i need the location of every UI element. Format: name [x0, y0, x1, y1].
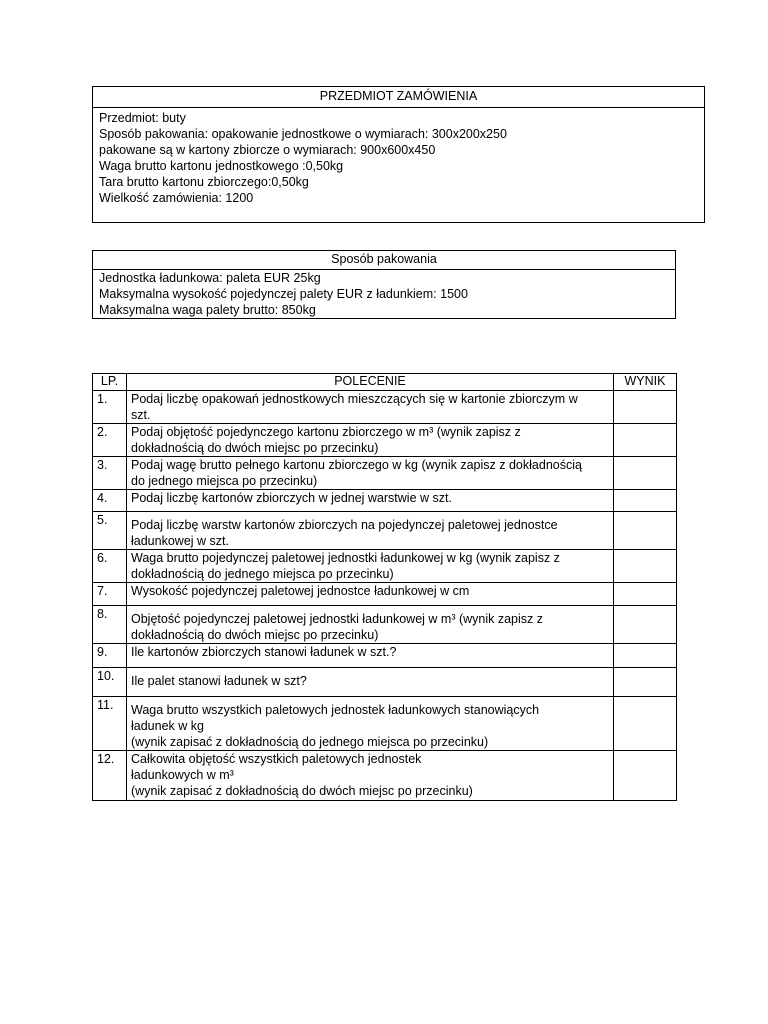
row-number: 5. — [93, 512, 127, 550]
order-title: PRZEDMIOT ZAMÓWIENIA — [93, 87, 704, 108]
task-text-line: Ile palet stanowi ładunek w szt? — [131, 674, 307, 688]
task-text — [127, 424, 614, 457]
task-text-line: Waga brutto pojedynczej paletowej jednostki ładunkowej w kg (wynik zapisz z — [131, 551, 560, 565]
result-cell[interactable] — [614, 490, 677, 512]
table-row — [93, 512, 677, 550]
result-cell[interactable] — [614, 550, 677, 583]
task-text-line: (wynik zapisać z dokładnością do jednego miejsca po przecinku) — [131, 735, 489, 749]
result-cell[interactable] — [614, 424, 677, 457]
task-text — [127, 550, 614, 583]
task-text-line: Waga brutto wszystkich paletowych jednostek ładunkowych stanowiących — [131, 703, 540, 717]
task-text — [127, 490, 614, 512]
order-details — [93, 108, 704, 208]
result-cell[interactable] — [614, 697, 677, 751]
task-text-line: Podaj liczbę opakowań jednostkowych mieszczących się w kartonie zbiorczym w — [131, 392, 578, 406]
result-cell[interactable] — [614, 391, 677, 424]
task-text-line: szt. — [131, 408, 151, 422]
packing-section — [92, 250, 676, 319]
order-line: pakowane są w kartony zbiorcze o wymiarach: 900x600x450 — [99, 143, 436, 157]
task-text-line: Podaj liczbę kartonów zbiorczych w jednej warstwie w szt. — [131, 491, 452, 505]
table-row — [93, 644, 677, 668]
task-text — [127, 606, 614, 644]
order-line: Waga brutto kartonu jednostkowego :0,50kg — [99, 159, 344, 173]
task-text-line: dokładnością do jednego miejsca po przecinku) — [131, 567, 394, 581]
row-number: 7. — [93, 583, 127, 606]
packing-title: Sposób pakowania — [93, 251, 675, 270]
task-text-line: Całkowita objętość wszystkich paletowych jednostek — [131, 752, 422, 766]
result-cell[interactable] — [614, 644, 677, 668]
task-text — [127, 391, 614, 424]
task-text-line: Podaj liczbę warstw kartonów zbiorczych na pojedynczej paletowej jednostce — [131, 518, 558, 532]
result-cell[interactable] — [614, 457, 677, 490]
task-text-line: ładunkowych w m³ — [131, 768, 234, 782]
table-row — [93, 457, 677, 490]
table-row — [93, 583, 677, 606]
order-line: Wielkość zamówienia: 1200 — [99, 191, 254, 205]
task-text — [127, 583, 614, 606]
table-row — [93, 391, 677, 424]
order-line: Przedmiot: buty — [99, 111, 186, 125]
task-text — [127, 644, 614, 668]
header-task: POLECENIE — [127, 374, 614, 391]
task-text-line: ładunek w kg — [131, 719, 204, 733]
tasks-table — [92, 373, 677, 801]
row-number: 8. — [93, 606, 127, 644]
result-cell[interactable] — [614, 668, 677, 697]
packing-line: Maksymalna wysokość pojedynczej palety EUR z ładunkiem: 1500 — [99, 287, 468, 301]
task-text-line: Wysokość pojedynczej paletowej jednostce ładunkowej w cm — [131, 584, 470, 598]
row-number: 10. — [93, 668, 127, 697]
task-text-line: Objętość pojedynczej paletowej jednostki ładunkowej w m³ (wynik zapisz z — [131, 612, 543, 626]
header-result: WYNIK — [614, 374, 677, 391]
order-section — [92, 86, 705, 223]
task-text-line: do jednego miejsca po przecinku) — [131, 474, 318, 488]
row-number: 12. — [93, 751, 127, 801]
table-row — [93, 606, 677, 644]
row-number: 11. — [93, 697, 127, 751]
task-text — [127, 512, 614, 550]
task-text-line: (wynik zapisać z dokładnością do dwóch miejsc po przecinku) — [131, 784, 473, 798]
task-text-line: dokładnością do dwóch miejsc po przecinku) — [131, 628, 379, 642]
row-number: 6. — [93, 550, 127, 583]
task-text — [127, 697, 614, 751]
order-line: Tara brutto kartonu zbiorczego:0,50kg — [99, 175, 309, 189]
task-text-line: Ile kartonów zbiorczych stanowi ładunek w szt.? — [131, 645, 397, 659]
task-text-line: Podaj objętość pojedynczego kartonu zbiorczego w m³ (wynik zapisz z — [131, 425, 521, 439]
result-cell[interactable] — [614, 751, 677, 801]
table-row — [93, 550, 677, 583]
tasks-header-row — [93, 374, 677, 391]
order-line: Sposób pakowania: opakowanie jednostkowe o wymiarach: 300x200x250 — [99, 127, 507, 141]
table-row — [93, 697, 677, 751]
packing-details — [93, 270, 675, 318]
table-row — [93, 751, 677, 801]
row-number: 3. — [93, 457, 127, 490]
task-text — [127, 668, 614, 697]
task-text-line: Podaj wagę brutto pełnego kartonu zbiorczego w kg (wynik zapisz z dokładnością — [131, 458, 582, 472]
packing-line: Jednostka ładunkowa: paleta EUR 25kg — [99, 271, 321, 285]
result-cell[interactable] — [614, 606, 677, 644]
row-number: 1. — [93, 391, 127, 424]
result-cell[interactable] — [614, 583, 677, 606]
result-cell[interactable] — [614, 512, 677, 550]
table-row — [93, 424, 677, 457]
row-number: 4. — [93, 490, 127, 512]
header-lp: LP. — [93, 374, 127, 391]
task-text — [127, 457, 614, 490]
task-text — [127, 751, 614, 801]
task-text-line: ładunkowej w szt. — [131, 534, 229, 548]
task-text-line: dokładnością do dwóch miejsc po przecinku) — [131, 441, 379, 455]
table-row — [93, 490, 677, 512]
table-row — [93, 668, 677, 697]
row-number: 9. — [93, 644, 127, 668]
row-number: 2. — [93, 424, 127, 457]
tasks-body — [93, 391, 677, 801]
packing-line: Maksymalna waga palety brutto: 850kg — [99, 303, 316, 317]
